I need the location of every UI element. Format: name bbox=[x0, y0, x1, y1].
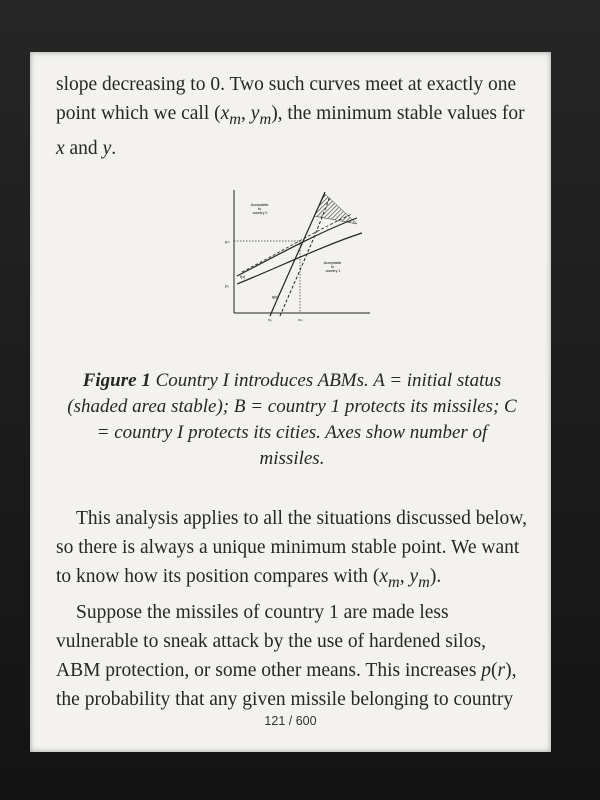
x-0-label: x₀ bbox=[268, 317, 272, 322]
paragraph-top: slope decreasing to 0. Two such curves meet at exactly one point which we call ($x_m$, $y_m$), the minimum stable values for x and y. bbox=[56, 74, 525, 159]
stable-region bbox=[314, 194, 357, 224]
y-m-label: yₘ bbox=[225, 239, 230, 244]
curve-f-label: f(x) bbox=[240, 275, 246, 279]
y-0-label: y₀ bbox=[225, 283, 229, 288]
paragraph-analysis: This analysis applies to all the situations discussed below, so there is always a unique minimum stable point. We want to know how its position compares with ($x_m$, $y_m$). bbox=[56, 508, 527, 591]
page-number: 121 / 600 bbox=[264, 714, 317, 728]
figure-label: Figure 1 bbox=[82, 370, 151, 391]
label-country2: Acceptable to country 2 bbox=[250, 203, 269, 215]
x-m-label: xₘ bbox=[298, 317, 303, 322]
paragraph-missiles: Suppose the missiles of country 1 are made less vulnerable to sneak attack by the use of hardened silos, ABM protection, or some other means. This increases p(r), the probability that any given missile belonging to country bbox=[56, 602, 517, 710]
label-country1: Acceptable to country 1 bbox=[323, 261, 342, 273]
figure-1-diagram bbox=[222, 188, 372, 323]
figure-caption: Figure 1 Country I introduces ABMs. A = initial status (shaded area stable); B = country 1 protects its missiles; C = country I protects its cities. Axes show number of missiles. bbox=[67, 370, 517, 469]
curve-g-label: g(y) bbox=[272, 295, 279, 299]
reader-screen[interactable] bbox=[30, 52, 551, 752]
curve-f bbox=[237, 218, 357, 276]
